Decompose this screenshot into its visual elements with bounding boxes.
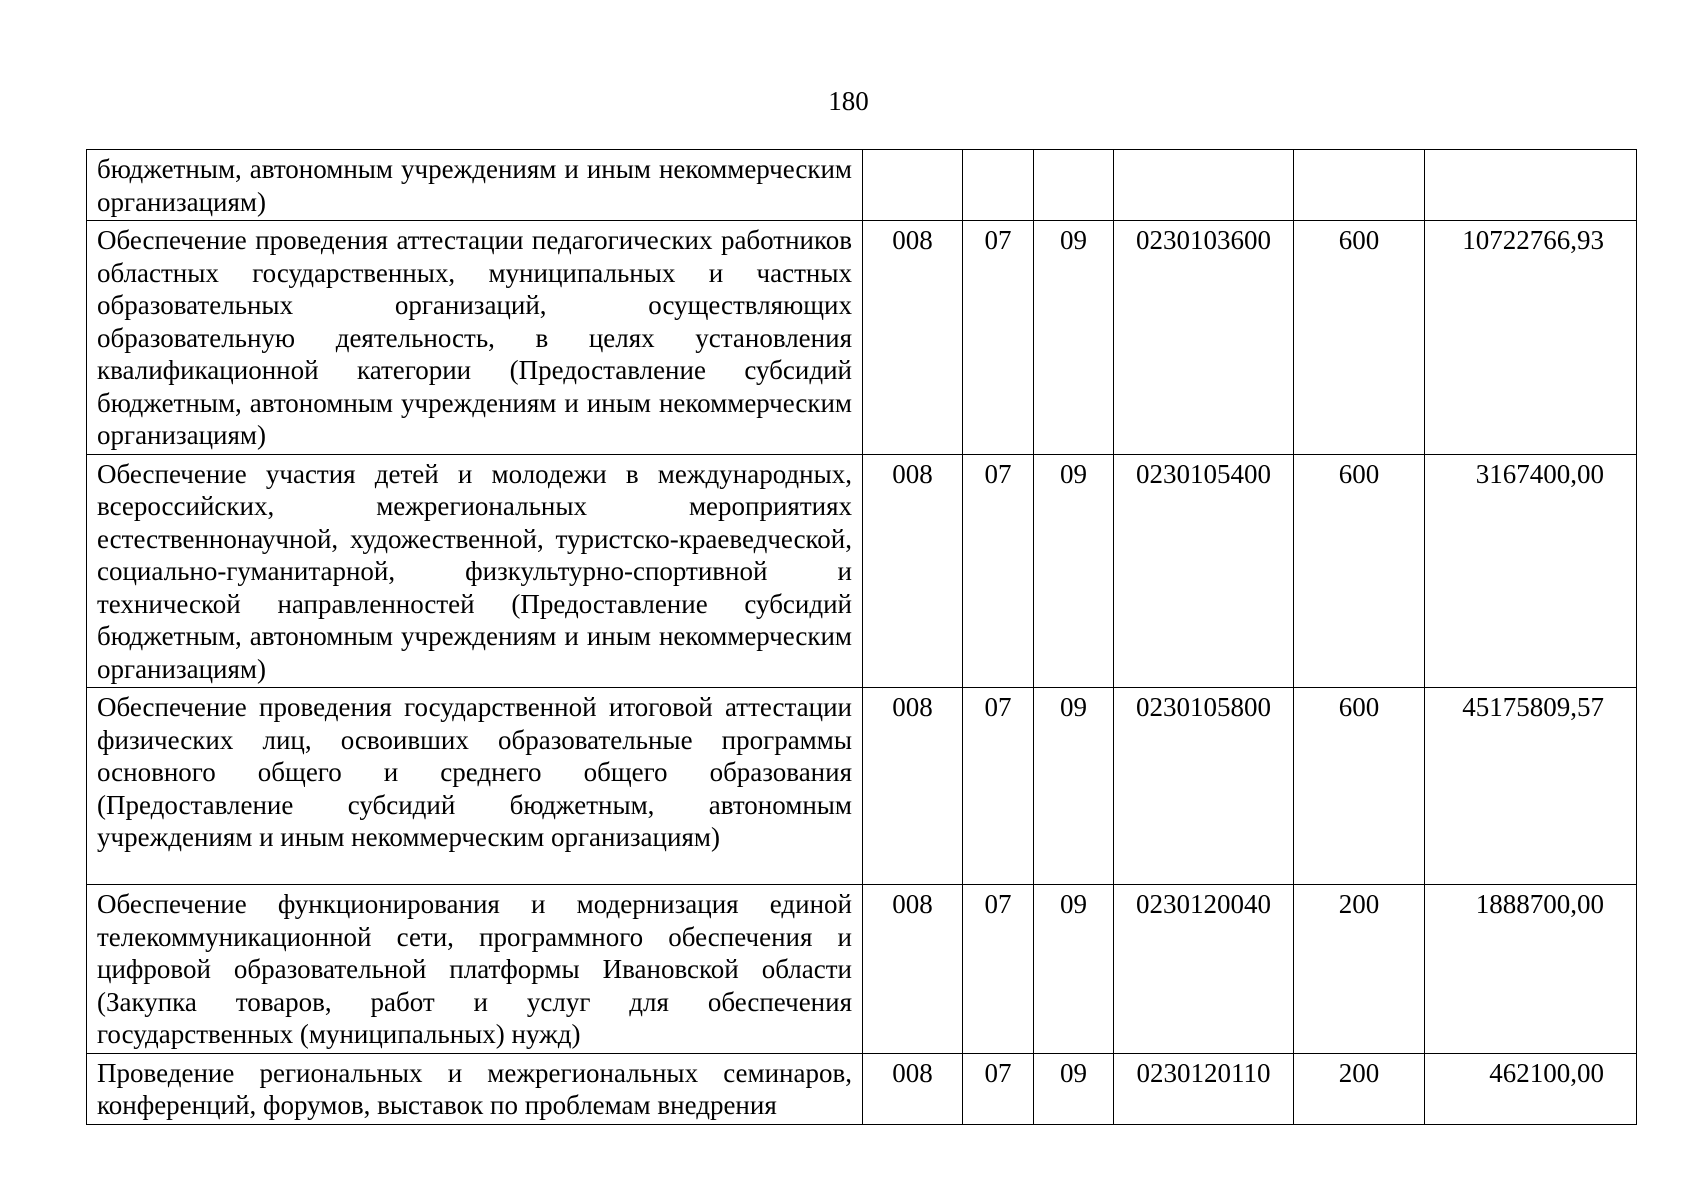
section-code: 07 (963, 221, 1034, 455)
expense-type-code: 200 (1294, 885, 1425, 1054)
expense-type-code: 600 (1294, 454, 1425, 688)
section-code: 07 (963, 885, 1034, 1054)
expense-type-code (1294, 150, 1425, 221)
amount-value (1425, 150, 1637, 221)
row-description: Обеспечение функционирования и модернизация единой телекоммуникационной сети, программного обеспечения и цифровой образовательной платформы Ивановской области (Закупка товаров, работ и услуг для обеспечения государственных (муниципальных) нужд) (87, 885, 863, 1054)
ministry-code: 008 (863, 221, 963, 455)
table-row (87, 454, 1637, 688)
subsection-code: 09 (1034, 1053, 1114, 1124)
target-article-code: 0230120040 (1114, 885, 1294, 1054)
target-article-code: 0230120110 (1114, 1053, 1294, 1124)
amount-value: 45175809,57 (1425, 688, 1637, 885)
section-code: 07 (963, 688, 1034, 885)
section-code: 07 (963, 1053, 1034, 1124)
expense-type-code: 600 (1294, 221, 1425, 455)
table-row (87, 885, 1637, 1054)
subsection-code: 09 (1034, 454, 1114, 688)
ministry-code (863, 150, 963, 221)
target-article-code (1114, 150, 1294, 221)
amount-value: 10722766,93 (1425, 221, 1637, 455)
row-description: Обеспечение участия детей и молодежи в международных, всероссийских, межрегиональных мероприятиях естественнонаучной, художественной, туристско-краеведческой, социально-гуманитарной, физкультурно-спортивной и технической направленностей (Предоставление субсидий бюджетным, автономным учреждениям и иным некоммерческим организациям) (87, 454, 863, 688)
row-description: Проведение региональных и межрегиональных семинаров, конференций, форумов, выставок по проблемам внедрения (87, 1053, 863, 1124)
subsection-code: 09 (1034, 885, 1114, 1054)
subsection-code: 09 (1034, 221, 1114, 455)
target-article-code: 0230105400 (1114, 454, 1294, 688)
row-description: Обеспечение проведения государственной итоговой аттестации физических лиц, освоивших образовательные программы основного общего и среднего общего образования (Предоставление субсидий бюджетным, автономным учреждениям и иным некоммерческим организациям) (87, 688, 863, 885)
table-row (87, 221, 1637, 455)
target-article-code: 0230105800 (1114, 688, 1294, 885)
page-number: 180 (828, 86, 869, 116)
amount-value: 3167400,00 (1425, 454, 1637, 688)
budget-table (86, 149, 1637, 1125)
ministry-code: 008 (863, 454, 963, 688)
amount-value: 1888700,00 (1425, 885, 1637, 1054)
table-row (87, 1053, 1637, 1124)
target-article-code: 0230103600 (1114, 221, 1294, 455)
ministry-code: 008 (863, 885, 963, 1054)
subsection-code (1034, 150, 1114, 221)
row-description: Обеспечение проведения аттестации педагогических работников областных государственных, муниципальных и частных образовательных организаций, осуществляющих образовательную деятельность, в целях установления квалификационной категории (Предоставление субсидий бюджетным, автономным учреждениям и иным некоммерческим организациям) (87, 221, 863, 455)
expense-type-code: 600 (1294, 688, 1425, 885)
ministry-code: 008 (863, 688, 963, 885)
ministry-code: 008 (863, 1053, 963, 1124)
row-description: бюджетным, автономным учреждениям и иным некоммерческим организациям) (87, 150, 863, 221)
section-code: 07 (963, 454, 1034, 688)
table-row (87, 150, 1637, 221)
table-row (87, 688, 1637, 885)
expense-type-code: 200 (1294, 1053, 1425, 1124)
subsection-code: 09 (1034, 688, 1114, 885)
section-code (963, 150, 1034, 221)
amount-value: 462100,00 (1425, 1053, 1637, 1124)
